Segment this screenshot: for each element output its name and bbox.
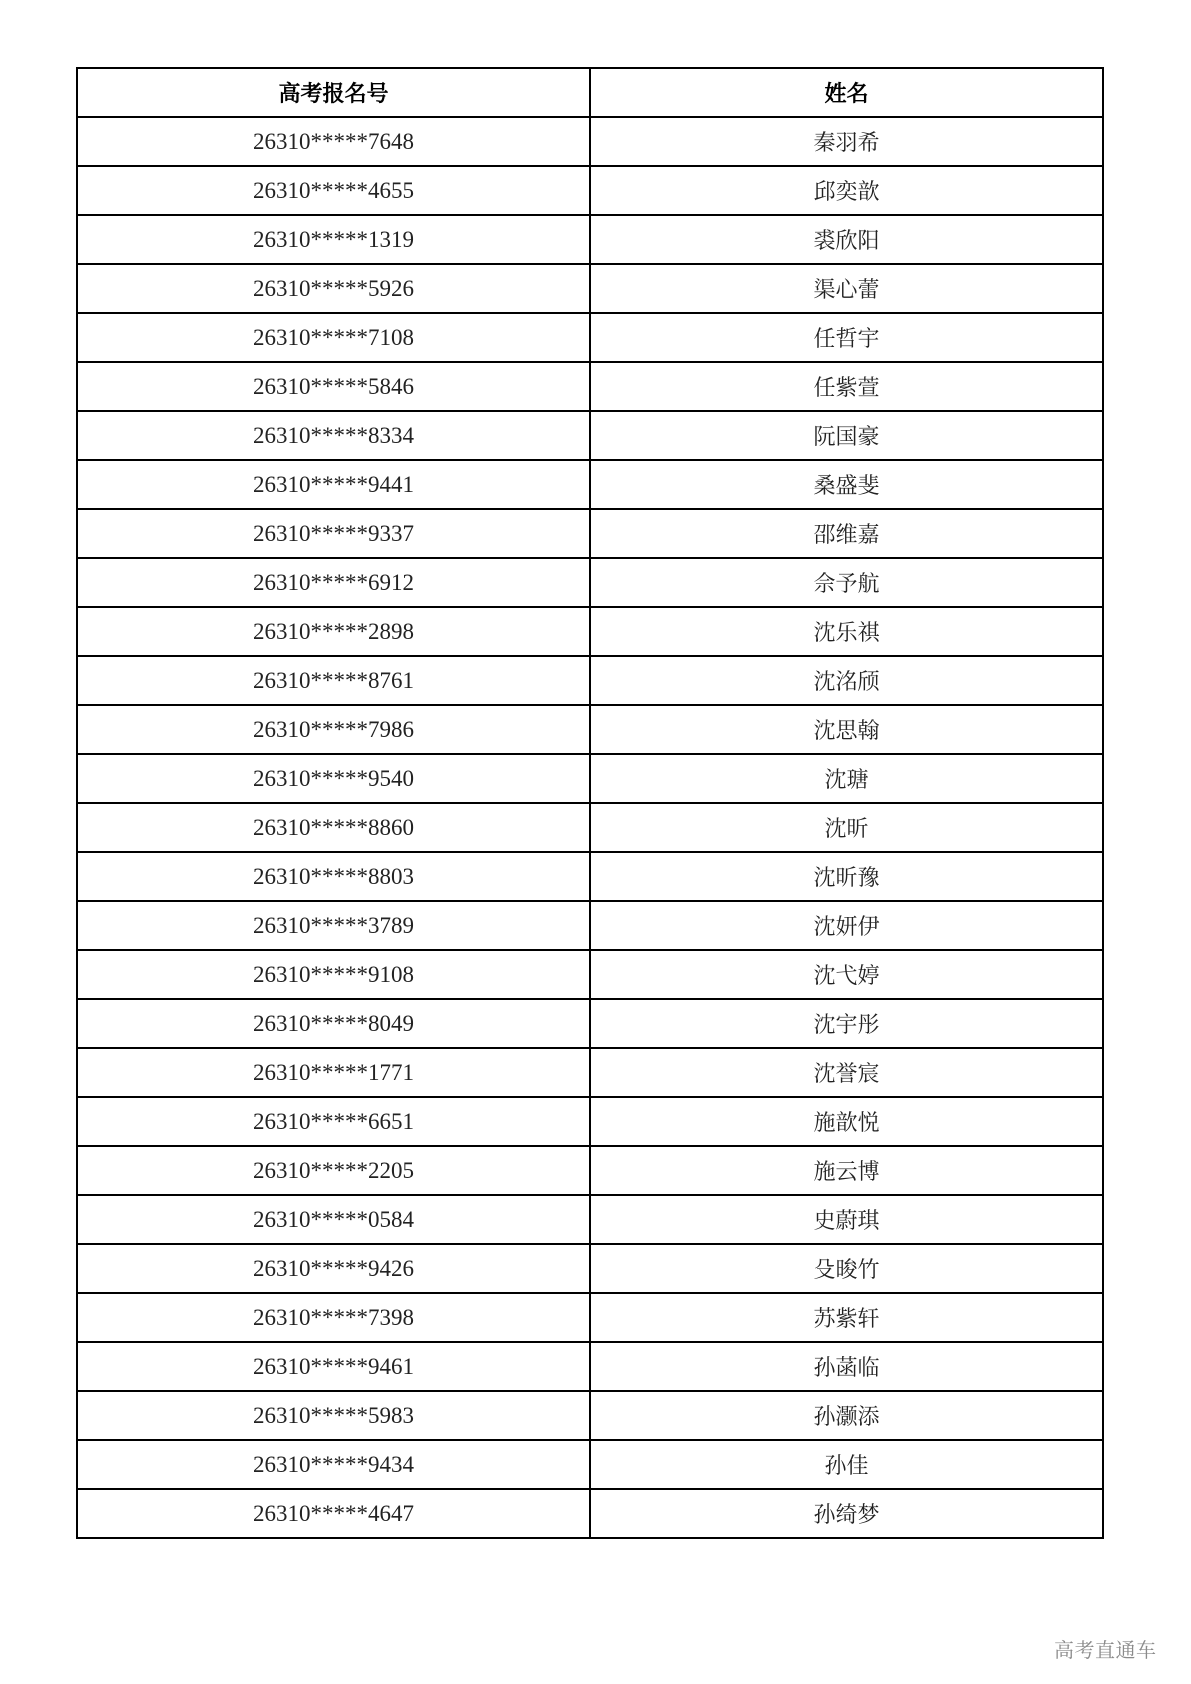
registration-number-cell: 26310*****9461 bbox=[77, 1342, 590, 1391]
table-row bbox=[77, 705, 1103, 754]
table-row bbox=[77, 1440, 1103, 1489]
registration-number-cell: 26310*****2205 bbox=[77, 1146, 590, 1195]
table-row bbox=[77, 656, 1103, 705]
registration-number-cell: 26310*****5983 bbox=[77, 1391, 590, 1440]
registration-number-cell: 26310*****8049 bbox=[77, 999, 590, 1048]
table-row bbox=[77, 1195, 1103, 1244]
table-row bbox=[77, 411, 1103, 460]
name-cell: 任哲宇 bbox=[590, 313, 1103, 362]
table-row bbox=[77, 117, 1103, 166]
registration-number-cell: 26310*****1771 bbox=[77, 1048, 590, 1097]
table-row bbox=[77, 999, 1103, 1048]
watermark-text: 高考直通车 bbox=[1054, 1638, 1157, 1662]
table-row bbox=[77, 215, 1103, 264]
registration-number-cell: 26310*****4655 bbox=[77, 166, 590, 215]
name-cell: 孙灏添 bbox=[590, 1391, 1103, 1440]
registration-number-cell: 26310*****8334 bbox=[77, 411, 590, 460]
registration-number-cell: 26310*****8761 bbox=[77, 656, 590, 705]
table-row bbox=[77, 1342, 1103, 1391]
name-cell: 沈宇彤 bbox=[590, 999, 1103, 1048]
name-cell: 渠心蕾 bbox=[590, 264, 1103, 313]
name-cell: 沈弋婷 bbox=[590, 950, 1103, 999]
table-row bbox=[77, 1489, 1103, 1538]
name-cell: 佘予航 bbox=[590, 558, 1103, 607]
name-cell: 沈乐祺 bbox=[590, 607, 1103, 656]
table-row bbox=[77, 509, 1103, 558]
table-row bbox=[77, 313, 1103, 362]
table-row bbox=[77, 362, 1103, 411]
registration-number-cell: 26310*****7648 bbox=[77, 117, 590, 166]
registration-number-cell: 26310*****5846 bbox=[77, 362, 590, 411]
registration-number-cell: 26310*****9108 bbox=[77, 950, 590, 999]
name-cell: 沈誉宸 bbox=[590, 1048, 1103, 1097]
table-row bbox=[77, 1293, 1103, 1342]
table-body bbox=[77, 117, 1103, 1538]
table-row bbox=[77, 607, 1103, 656]
table-row bbox=[77, 754, 1103, 803]
table-row bbox=[77, 1391, 1103, 1440]
name-cell: 裘欣阳 bbox=[590, 215, 1103, 264]
name-cell: 沈洺颀 bbox=[590, 656, 1103, 705]
name-cell: 施云博 bbox=[590, 1146, 1103, 1195]
name-cell: 沈昕 bbox=[590, 803, 1103, 852]
registration-number-cell: 26310*****6912 bbox=[77, 558, 590, 607]
registration-number-cell: 26310*****9337 bbox=[77, 509, 590, 558]
name-cell: 沈昕豫 bbox=[590, 852, 1103, 901]
name-cell: 沈思翰 bbox=[590, 705, 1103, 754]
table-row bbox=[77, 803, 1103, 852]
registration-number-cell: 26310*****0584 bbox=[77, 1195, 590, 1244]
name-cell: 沈瑭 bbox=[590, 754, 1103, 803]
name-cell: 孙佳 bbox=[590, 1440, 1103, 1489]
table-row bbox=[77, 901, 1103, 950]
name-cell: 苏紫轩 bbox=[590, 1293, 1103, 1342]
name-cell: 任紫萱 bbox=[590, 362, 1103, 411]
registration-number-cell: 26310*****7398 bbox=[77, 1293, 590, 1342]
name-cell: 沈妍伊 bbox=[590, 901, 1103, 950]
admission-list-table bbox=[76, 67, 1104, 1539]
table-row bbox=[77, 558, 1103, 607]
table-row bbox=[77, 852, 1103, 901]
registration-number-cell: 26310*****5926 bbox=[77, 264, 590, 313]
name-cell: 邱奕歆 bbox=[590, 166, 1103, 215]
registration-number-cell: 26310*****1319 bbox=[77, 215, 590, 264]
registration-number-cell: 26310*****4647 bbox=[77, 1489, 590, 1538]
registration-number-cell: 26310*****6651 bbox=[77, 1097, 590, 1146]
name-cell: 施歆悦 bbox=[590, 1097, 1103, 1146]
table-row bbox=[77, 1244, 1103, 1293]
name-cell: 秦羽希 bbox=[590, 117, 1103, 166]
registration-number-cell: 26310*****8803 bbox=[77, 852, 590, 901]
table-row bbox=[77, 1048, 1103, 1097]
table-row bbox=[77, 1146, 1103, 1195]
name-cell: 孙菡临 bbox=[590, 1342, 1103, 1391]
table-row bbox=[77, 950, 1103, 999]
registration-number-cell: 26310*****9441 bbox=[77, 460, 590, 509]
table-row bbox=[77, 166, 1103, 215]
table-row bbox=[77, 264, 1103, 313]
registration-number-cell: 26310*****2898 bbox=[77, 607, 590, 656]
registration-number-cell: 26310*****9540 bbox=[77, 754, 590, 803]
registration-number-cell: 26310*****7108 bbox=[77, 313, 590, 362]
header-name: 姓名 bbox=[590, 68, 1103, 117]
registration-number-cell: 26310*****7986 bbox=[77, 705, 590, 754]
name-cell: 史蔚琪 bbox=[590, 1195, 1103, 1244]
registration-number-cell: 26310*****8860 bbox=[77, 803, 590, 852]
name-cell: 孙绮梦 bbox=[590, 1489, 1103, 1538]
name-cell: 桑盛斐 bbox=[590, 460, 1103, 509]
name-cell: 殳晙竹 bbox=[590, 1244, 1103, 1293]
table-row bbox=[77, 1097, 1103, 1146]
registration-number-cell: 26310*****3789 bbox=[77, 901, 590, 950]
registration-number-cell: 26310*****9426 bbox=[77, 1244, 590, 1293]
table-header-row bbox=[77, 68, 1103, 117]
header-registration-number: 高考报名号 bbox=[77, 68, 590, 117]
name-cell: 阮国豪 bbox=[590, 411, 1103, 460]
table-row bbox=[77, 460, 1103, 509]
name-cell: 邵维嘉 bbox=[590, 509, 1103, 558]
registration-number-cell: 26310*****9434 bbox=[77, 1440, 590, 1489]
